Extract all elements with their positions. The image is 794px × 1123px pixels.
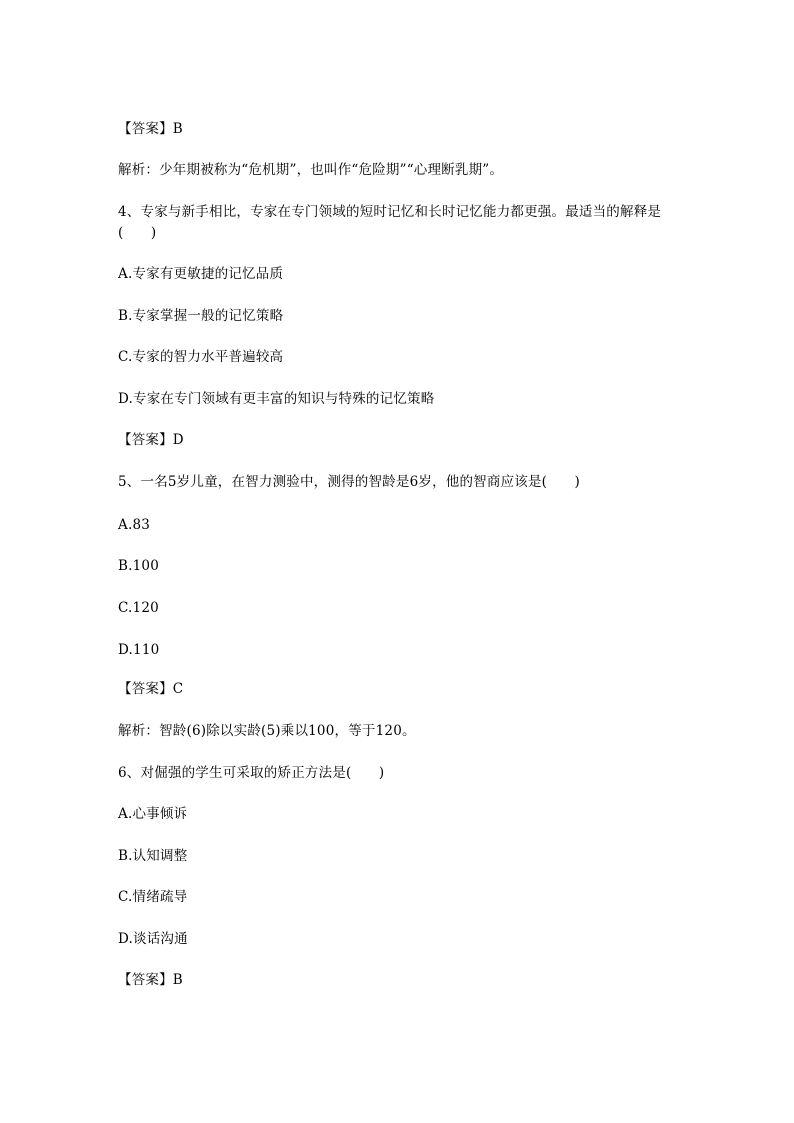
question-6-text: 6、对倔强的学生可采取的矫正方法是( ): [118, 765, 385, 781]
question-5-text: 5、一名5岁儿童，在智力测验中，测得的智龄是6岁，他的智商应该是( ): [118, 474, 580, 490]
q4-option-d: D.专家在专门领域有更丰富的知识与特殊的记忆策略: [118, 391, 435, 407]
q5-option-b: B.100: [118, 558, 159, 574]
q5-option-d: D.110: [118, 642, 160, 658]
q5-option-a: A.83: [118, 517, 151, 533]
answer-q5: 【答案】C: [118, 681, 184, 697]
question-4-text: 4、专家与新手相比，专家在专门领域的短时记忆和长时记忆能力都更强。最适当的解释是: [118, 204, 662, 220]
q4-option-c: C.专家的智力水平普遍较高: [118, 349, 284, 365]
explanation-q5: 解析：智龄(6)除以实龄(5)乘以100，等于120。: [118, 723, 416, 739]
q6-option-b: B.认知调整: [118, 848, 188, 864]
question-4-blank: ( ): [118, 225, 157, 241]
answer-q6: 【答案】B: [118, 972, 183, 988]
q5-option-c: C.120: [118, 600, 159, 616]
answer-q4: 【答案】D: [118, 432, 184, 448]
answer-q3: 【答案】B: [118, 121, 183, 137]
q4-option-a: A.专家有更敏捷的记忆品质: [118, 266, 284, 282]
q6-option-d: D.谈话沟通: [118, 931, 188, 947]
explanation-q3: 解析：少年期被称为“危机期”，也叫作“危险期”“心理断乳期”。: [118, 162, 504, 178]
q6-option-a: A.心事倾诉: [118, 806, 188, 822]
q6-option-c: C.情绪疏导: [118, 889, 188, 905]
q4-option-b: B.专家掌握一般的记忆策略: [118, 308, 284, 324]
